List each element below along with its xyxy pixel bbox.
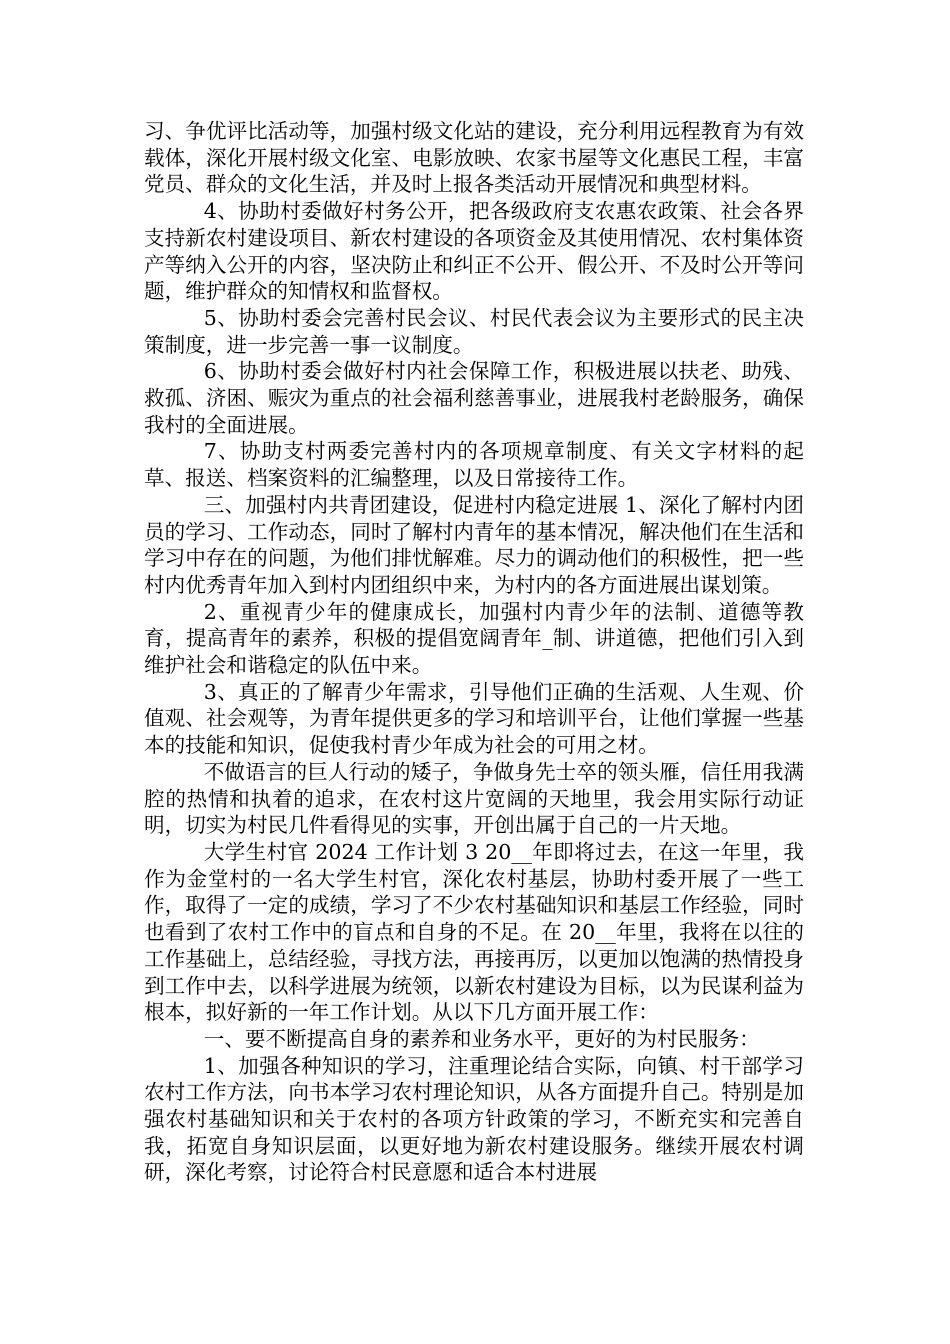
paragraph-democratic-decision: 5、协助村委会完善村民会议、村民代表会议为主要形式的民主决策制度，进一步完善一事一议制度。 — [144, 305, 804, 357]
paragraph-cultural-activities: 习、争优评比活动等，加强村级文化站的建设，充分利用远程教育为有效载体，深化开展村级文化室、电影放映、农家书屋等文化惠民工程，丰富党员、群众的文化生活，并及时上报各类活动开展情况和典型材料。 — [144, 119, 804, 197]
paragraph-village-affairs-disclosure: 4、协助村委做好村务公开，把各级政府支农惠农政策、社会各界支持新农村建设项目、新农村建设的各项资金及其使用情况、农村集体资产等纳入公开的内容，坚决防止和纠正不公开、假公开、不及时公开等问题，维护群众的知情权和监督权。 — [144, 199, 804, 304]
paragraph-work-plan-3-intro: 大学生村官 2024 工作计划 3 20__年即将过去，在这一年里，我作为金堂村的一名大学生村官，深化农村基层，协助村委开展了一些工作，取得了一定的成绩，学习了不少农村基础知识和基层工作经验，同时也看到了农村工作中的盲点和自身的不足。在 20__年里，我将在以往的工作基础上，总结经验，寻找方法，再接再厉，以更加以饱满的热情投身到工作中去，以科学进展为统领，以新农村建设为目标，以为民谋利益为根本，拟好新的一年工作计划。从以下几方面开展工作： — [144, 839, 804, 1025]
paragraph-knowledge-learning: 1、加强各种知识的学习，注重理论结合实际，向镇、村干部学习农村工作方法，向书本学习农村理论知识，从各方面提升自己。特别是加强农村基础知识和关于农村的各项方针政策的学习，不断充实和完善自我，拓宽自身知识层面，以更好地为新农村建设服务。继续开展农村调研，深化考察，讨论符合村民意愿和适合本村进展 — [144, 1053, 804, 1185]
paragraph-rules-and-documents: 7、协助支村两委完善村内的各项规章制度、有关文字材料的起草、报送、档案资料的汇编整理，以及日常接待工作。 — [144, 439, 804, 491]
paragraph-section-one-heading: 一、要不断提高自身的素养和业务水平，更好的为村民服务： — [203, 1026, 760, 1051]
paragraph-youth-needs: 3、真正的了解青少年需求，引导他们正确的生活观、人生观、价值观、社会观等，为青年提供更多的学习和培训平台，让他们掌握一些基本的技能和知识，促使我村青少年成为社会的可用之材。 — [144, 679, 804, 758]
paragraph-social-security: 6、协助村委会做好村内社会保障工作，积极进展以扶老、助残、救孤、济困、赈灾为重点的社会福利慈善事业，进展我村老龄服务，确保我村的全面进展。 — [144, 359, 804, 437]
document-page — [144, 118, 804, 1186]
paragraph-action-pledge: 不做语言的巨人行动的矮子，争做身先士卒的领头雁，信任用我满腔的热情和执着的追求，在农村这片宽阔的天地里，我会用实际行动证明，切实为村民几件看得见的实事，开创出属于自己的一片天地。 — [144, 759, 804, 838]
paragraph-youth-growth: 2、重视青少年的健康成长，加强村内青少年的法制、道德等教育，提高青年的素养，积极的提倡宽阔青年_制、讲道德，把他们引入到维护社会和谐稳定的队伍中来。 — [144, 599, 804, 678]
paragraph-youth-league-building: 三、加强村内共青团建设，促进村内稳定进展 1、深化了解村内团员的学习、工作动态，同时了解村内青年的基本情况，解决他们在生活和学习中存在的问题，为他们排忧解难。尽力的调动他们的积极性，把一些村内优秀青年加入到村内团组织中来，为村内的各方面进展出谋划策。 — [144, 492, 804, 597]
